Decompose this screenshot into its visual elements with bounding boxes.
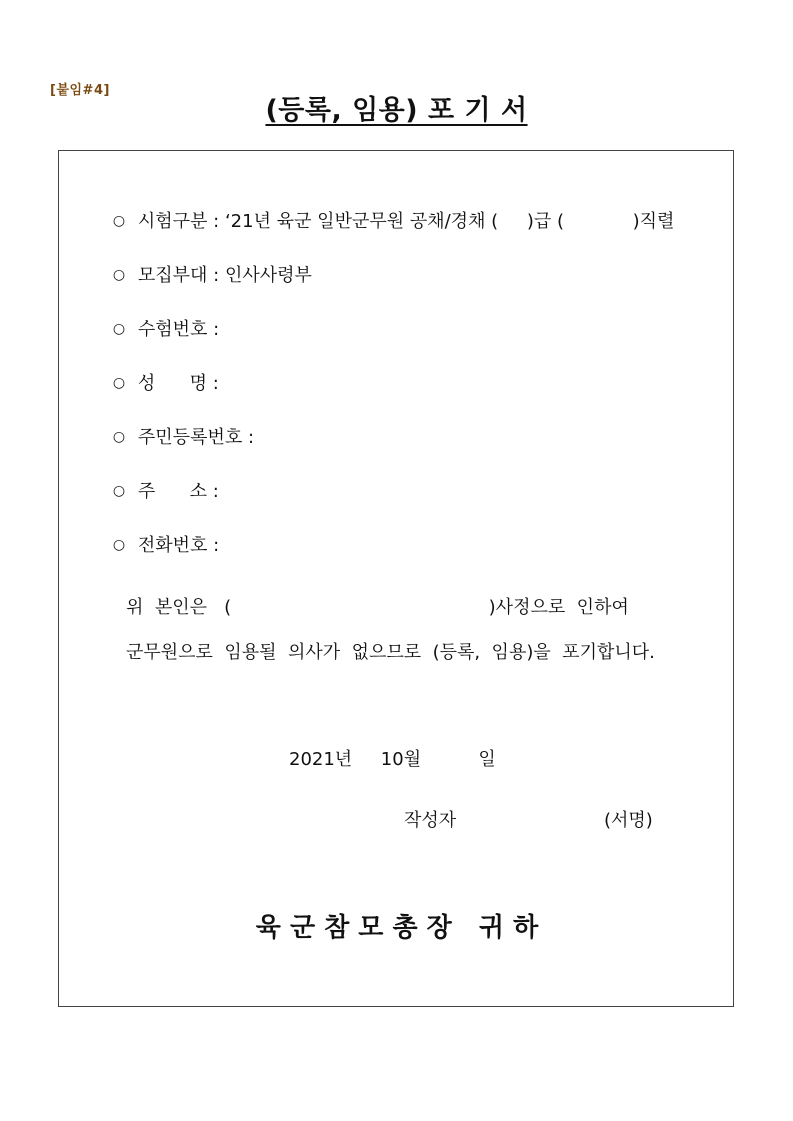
date-line: 2021년 10월 일 — [289, 749, 496, 770]
bullet-icon: ○ — [112, 537, 126, 553]
exam-number-text: 수험번호 : — [137, 319, 220, 340]
resident-number-text: 주민등록번호 : — [137, 427, 255, 448]
statement-line-1: 위 본인은 ( )사정으로 인하여 — [126, 597, 629, 618]
bullet-icon: ○ — [112, 375, 126, 391]
address-text: 주 소 : — [137, 481, 219, 502]
bullet-icon: ○ — [112, 267, 126, 283]
bullet-icon: ○ — [112, 213, 126, 229]
bullet-icon: ○ — [112, 483, 126, 499]
bullet-icon: ○ — [112, 429, 126, 445]
field-phone — [90, 509, 219, 582]
attachment-tag: [붙임#4] — [50, 83, 110, 98]
statement-line-2: 군무원으로 임용될 의사가 없으므로 (등록, 임용)을 포기합니다. — [126, 642, 655, 663]
bullet-icon: ○ — [112, 321, 126, 337]
signature-label: (서명) — [604, 810, 653, 831]
recruiting-unit-text: 모집부대 : 인사사령부 — [137, 265, 312, 286]
author-label: 작성자 — [404, 810, 457, 831]
recipient-line: 육 군 참 모 총 장 귀 하 — [255, 913, 539, 943]
page-title: (등록, 임용) 포 기 서 — [265, 95, 528, 126]
phone-text: 전화번호 : — [137, 535, 220, 556]
exam-category-text: 시험구분 : ‘21년 육군 일반군무원 공채/경채 ( )급 ( )직렬 — [137, 211, 675, 232]
form-box — [58, 150, 734, 1007]
name-text: 성 명 : — [137, 373, 219, 394]
